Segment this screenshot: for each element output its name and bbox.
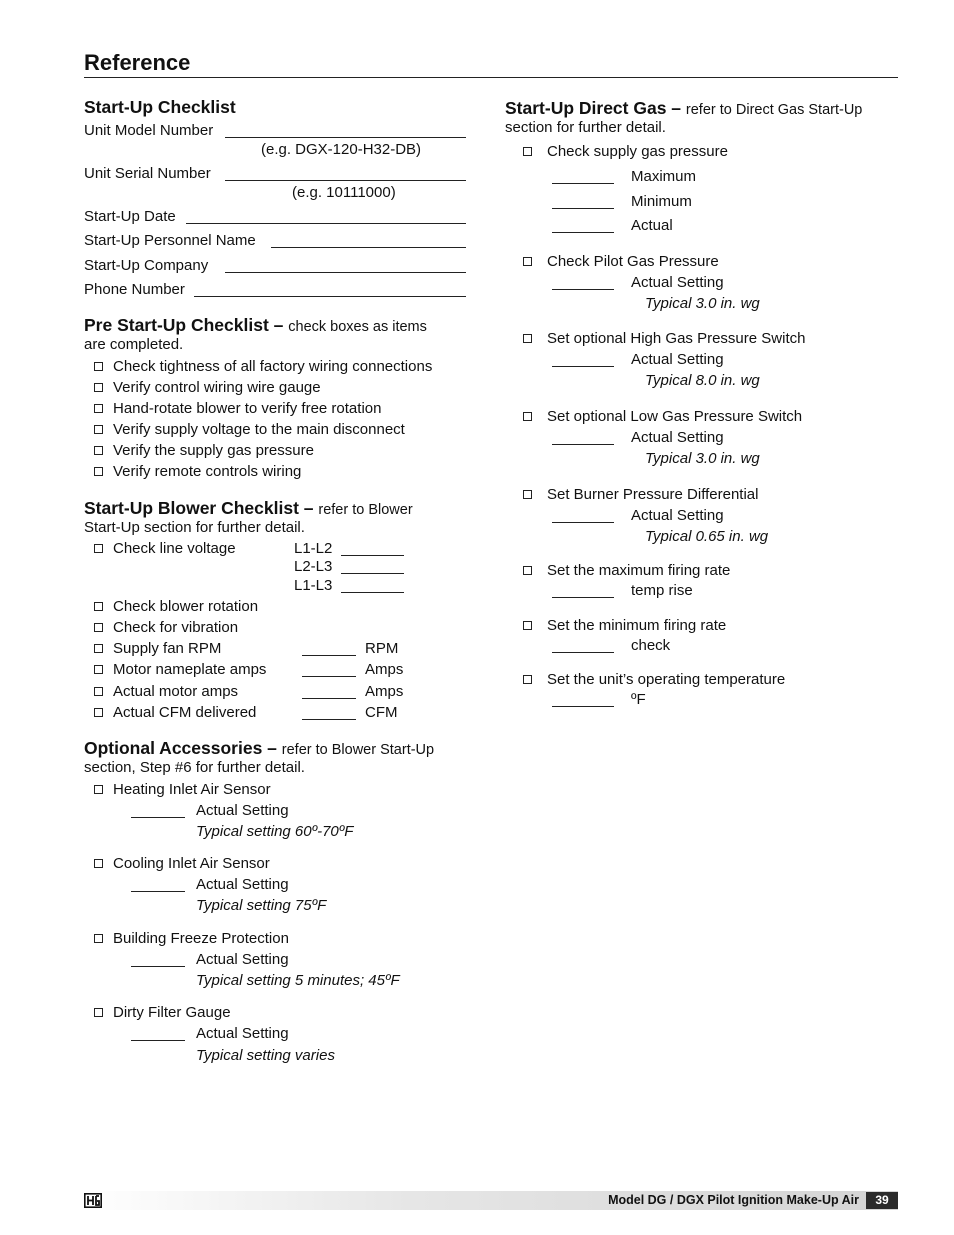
direct-gas-sub2: section for further detail. xyxy=(505,119,666,136)
typical-note: Typical setting 5 minutes; 45ºF xyxy=(196,972,400,989)
unit-label: CFM xyxy=(365,704,398,721)
setting-label: Actual Setting xyxy=(196,1025,289,1042)
field-line-serial[interactable] xyxy=(225,180,466,181)
typical-note: Typical 3.0 in. wg xyxy=(645,450,760,467)
checkbox[interactable] xyxy=(94,687,103,696)
gas-item-label: Set the unit’s operating temperature xyxy=(547,671,786,688)
setting-label: Actual Setting xyxy=(196,951,289,968)
blower-sub2: Start-Up section for further detail. xyxy=(84,519,305,536)
value-blank[interactable] xyxy=(131,891,185,892)
gas-item-label: Check supply gas pressure xyxy=(547,143,728,160)
checkbox[interactable] xyxy=(94,383,103,392)
value-blank[interactable] xyxy=(552,522,614,523)
setting-label: temp rise xyxy=(631,582,693,599)
setting-label: Actual Setting xyxy=(631,274,724,291)
value-blank[interactable] xyxy=(131,966,185,967)
gas-item-label: Set the maximum firing rate xyxy=(547,562,731,579)
optional-item-label: Cooling Inlet Air Sensor xyxy=(113,855,270,872)
setting-label: check xyxy=(631,637,671,654)
field-line-date[interactable] xyxy=(186,223,466,224)
field-label-model: Unit Model Number xyxy=(84,122,214,139)
setting-label: Actual Setting xyxy=(196,802,289,819)
blower-item-label: Check blower rotation xyxy=(113,598,259,615)
setting-label: Actual Setting xyxy=(631,351,724,368)
checkbox[interactable] xyxy=(523,147,532,156)
footer-title: Model DG / DGX Pilot Ignition Make-Up Air xyxy=(608,1193,859,1207)
checkbox[interactable] xyxy=(523,490,532,499)
field-line-company[interactable] xyxy=(225,272,466,273)
typical-note: Typical 0.65 in. wg xyxy=(645,528,769,545)
gas-item-label: Set optional High Gas Pressure Switch xyxy=(547,330,806,347)
phase-blank[interactable] xyxy=(341,592,404,593)
optional-item-label: Dirty Filter Gauge xyxy=(113,1004,231,1021)
gas-item-label: Set optional Low Gas Pressure Switch xyxy=(547,408,803,425)
pre-item-label: Verify remote controls wiring xyxy=(113,463,302,480)
optional-item-label: Heating Inlet Air Sensor xyxy=(113,781,271,798)
blower-title: Start-Up Blower Checklist – xyxy=(84,498,314,518)
value-blank[interactable] xyxy=(552,597,614,598)
field-line-model[interactable] xyxy=(225,137,466,138)
gas-item-label: Set the minimum firing rate xyxy=(547,617,727,634)
value-blank[interactable] xyxy=(131,817,185,818)
phase-label: L1-L3 xyxy=(294,577,333,594)
field-label-serial: Unit Serial Number xyxy=(84,165,211,182)
unit-label: RPM xyxy=(365,640,399,657)
setting-label: Actual Setting xyxy=(631,507,724,524)
direct-gas-title: Start-Up Direct Gas – xyxy=(505,98,682,118)
pre-startup-sub: check boxes as items xyxy=(288,319,427,335)
field-line-phone[interactable] xyxy=(194,296,466,297)
blower-item-label: Check for vibration xyxy=(113,619,239,636)
pre-startup-sub2: are completed. xyxy=(84,336,184,353)
startup-checklist-heading: Start-Up Checklist xyxy=(84,97,236,117)
value-blank[interactable] xyxy=(302,719,356,720)
field-label-phone: Phone Number xyxy=(84,281,185,298)
blower-item-label: Motor nameplate amps xyxy=(113,661,267,678)
header-divider xyxy=(84,77,898,78)
checkbox[interactable] xyxy=(523,334,532,343)
pre-item-label: Check tightness of all factory wiring connections xyxy=(113,358,433,375)
optional-item-label: Building Freeze Protection xyxy=(113,930,289,947)
setting-label: ºF xyxy=(631,691,646,708)
direct-gas-heading xyxy=(505,98,862,119)
checkbox[interactable] xyxy=(94,404,103,413)
pressure-row-label: Actual xyxy=(631,217,673,234)
value-blank[interactable] xyxy=(302,698,356,699)
blower-item-label: Supply fan RPM xyxy=(113,640,222,657)
value-blank[interactable] xyxy=(552,289,614,290)
blower-sub: refer to Blower xyxy=(318,502,413,518)
setting-label: Actual Setting xyxy=(631,429,724,446)
field-hint-serial: (e.g. 10111000) xyxy=(292,184,396,201)
checkbox[interactable] xyxy=(94,623,103,632)
optional-sub2: section, Step #6 for further detail. xyxy=(84,759,305,776)
value-blank[interactable] xyxy=(552,444,614,445)
field-label-personnel: Start-Up Personnel Name xyxy=(84,232,256,249)
pre-item-label: Verify the supply gas pressure xyxy=(113,442,314,459)
checkbox[interactable] xyxy=(94,934,103,943)
checkbox[interactable] xyxy=(94,859,103,868)
line-voltage-label: Check line voltage xyxy=(113,540,236,557)
gas-item-label: Set Burner Pressure Differential xyxy=(547,486,759,503)
blower-item-label: Actual motor amps xyxy=(113,683,239,700)
field-label-date: Start-Up Date xyxy=(84,208,176,225)
checkbox[interactable] xyxy=(94,665,103,674)
checkbox[interactable] xyxy=(94,644,103,653)
checkbox[interactable] xyxy=(94,425,103,434)
checkbox[interactable] xyxy=(523,412,532,421)
setting-label: Actual Setting xyxy=(196,876,289,893)
typical-note: Typical setting 60º-70ºF xyxy=(196,823,354,840)
value-blank[interactable] xyxy=(552,366,614,367)
checkbox[interactable] xyxy=(94,1008,103,1017)
checkbox[interactable] xyxy=(94,446,103,455)
checkbox[interactable] xyxy=(523,566,532,575)
checkbox[interactable] xyxy=(523,675,532,684)
pressure-row-label: Maximum xyxy=(631,168,697,185)
unit-label: Amps xyxy=(365,683,404,700)
checkbox[interactable] xyxy=(94,602,103,611)
value-blank[interactable] xyxy=(302,655,356,656)
unit-label: Amps xyxy=(365,661,404,678)
blower-item-label: Actual CFM delivered xyxy=(113,704,257,721)
phase-blank[interactable] xyxy=(341,555,404,556)
field-line-personnel[interactable] xyxy=(271,247,466,248)
phase-label: L1-L2 xyxy=(294,540,333,557)
typical-note: Typical setting varies xyxy=(196,1047,335,1064)
value-blank[interactable] xyxy=(552,652,614,653)
pre-item-label: Verify supply voltage to the main disconnect xyxy=(113,421,405,438)
value-blank[interactable] xyxy=(131,1040,185,1041)
pre-item-label: Verify control wiring wire gauge xyxy=(113,379,321,396)
gas-item-label: Check Pilot Gas Pressure xyxy=(547,253,719,270)
checkbox[interactable] xyxy=(523,621,532,630)
checkbox[interactable] xyxy=(94,467,103,476)
pressure-row-label: Minimum xyxy=(631,193,692,210)
blower-heading xyxy=(84,498,413,519)
value-blank[interactable] xyxy=(552,183,614,184)
optional-sub: refer to Blower Start-Up xyxy=(281,742,435,758)
greenheck-logo-icon xyxy=(84,1193,102,1208)
field-hint-model: (e.g. DGX-120-H32-DB) xyxy=(261,141,422,158)
checkbox[interactable] xyxy=(94,362,103,371)
typical-note: Typical 8.0 in. wg xyxy=(645,372,760,389)
phase-blank[interactable] xyxy=(341,573,404,574)
optional-title: Optional Accessories – xyxy=(84,738,277,758)
page-title: Reference xyxy=(84,50,191,75)
pre-startup-heading xyxy=(84,315,427,336)
value-blank[interactable] xyxy=(552,232,614,233)
phase-label: L2-L3 xyxy=(294,558,333,575)
pre-item-label: Hand-rotate blower to verify free rotation xyxy=(113,400,382,417)
optional-heading xyxy=(84,738,434,759)
typical-note: Typical 3.0 in. wg xyxy=(645,295,760,312)
pre-startup-title: Pre Start-Up Checklist – xyxy=(84,315,284,335)
value-blank[interactable] xyxy=(552,208,614,209)
page-number: 39 xyxy=(866,1192,898,1209)
checkbox[interactable] xyxy=(94,708,103,717)
typical-note: Typical setting 75ºF xyxy=(196,897,327,914)
checkbox[interactable] xyxy=(94,785,103,794)
direct-gas-sub: refer to Direct Gas Start-Up xyxy=(685,102,863,118)
field-label-company: Start-Up Company xyxy=(84,257,209,274)
value-blank[interactable] xyxy=(302,676,356,677)
checkbox[interactable] xyxy=(523,257,532,266)
checkbox[interactable] xyxy=(94,544,103,553)
value-blank[interactable] xyxy=(552,706,614,707)
